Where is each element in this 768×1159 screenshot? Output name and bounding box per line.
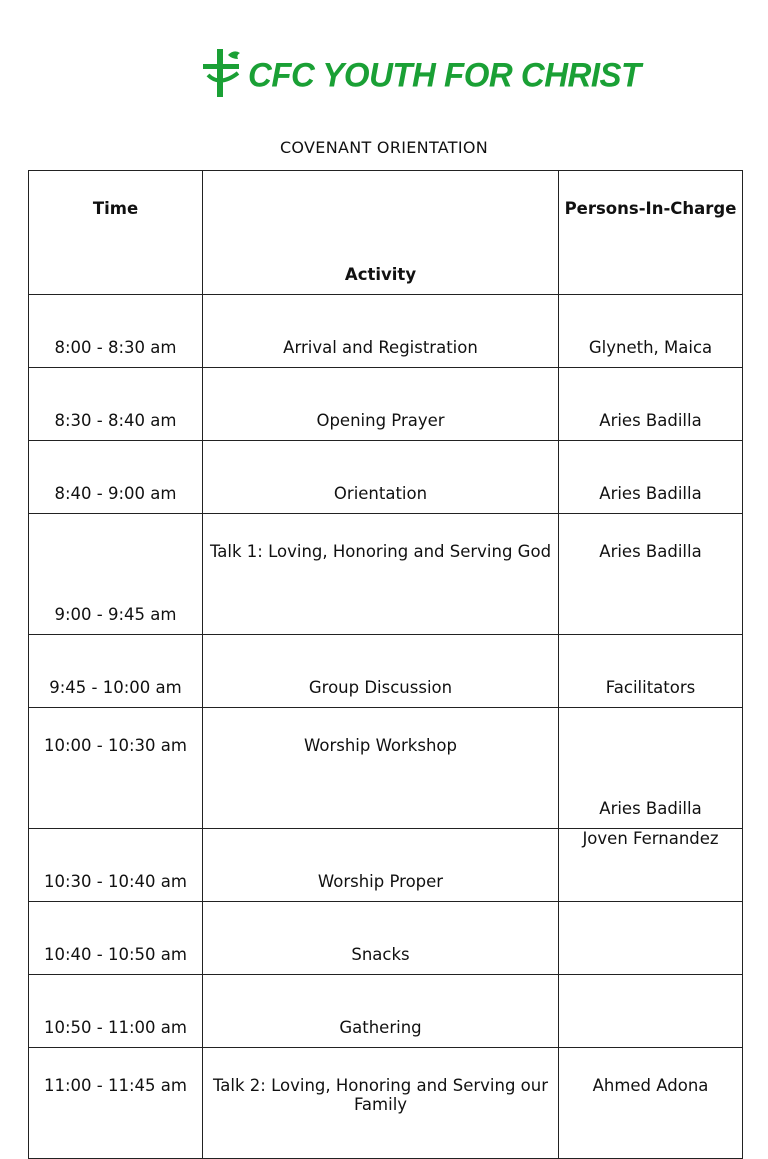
time-cell: 10:50 - 11:00 am	[29, 975, 203, 1048]
activity-cell: Arrival and Registration	[203, 295, 559, 368]
person-cell: Aries Badilla	[559, 514, 743, 635]
time-cell: 11:00 - 11:45 am	[29, 1048, 203, 1159]
activity-cell: Gathering	[203, 975, 559, 1048]
page-title: COVENANT ORIENTATION	[279, 138, 489, 157]
time-cell: 9:45 - 10:00 am	[29, 635, 203, 708]
cross-dove-icon	[200, 47, 246, 99]
activity-cell: Worship Proper	[203, 829, 559, 902]
header-logo	[196, 44, 641, 108]
person-cell	[559, 902, 743, 975]
time-cell: 10:40 - 10:50 am	[29, 902, 203, 975]
person-cell: Glyneth, Maica	[559, 295, 743, 368]
time-cell: 8:30 - 8:40 am	[29, 368, 203, 441]
schedule-table	[28, 170, 743, 1159]
time-cell: 8:40 - 9:00 am	[29, 441, 203, 514]
table-row	[29, 1048, 743, 1159]
table-header-row	[29, 171, 743, 295]
activity-cell: Talk 1: Loving, Honoring and Serving God	[203, 514, 559, 635]
table-row	[29, 295, 743, 368]
table-row	[29, 829, 743, 902]
activity-cell: Group Discussion	[203, 635, 559, 708]
person-cell: Joven Fernandez	[559, 829, 743, 902]
activity-cell: Worship Workshop	[203, 708, 559, 829]
time-cell: 9:00 - 9:45 am	[29, 514, 203, 635]
table-row	[29, 708, 743, 829]
person-cell	[559, 975, 743, 1048]
activity-cell: Snacks	[203, 902, 559, 975]
table-row	[29, 902, 743, 975]
time-cell: 10:30 - 10:40 am	[29, 829, 203, 902]
table-row	[29, 441, 743, 514]
activity-cell: Opening Prayer	[203, 368, 559, 441]
table-row	[29, 635, 743, 708]
person-cell: Aries Badilla	[559, 441, 743, 514]
person-cell: Aries Badilla	[559, 708, 743, 829]
time-cell: 8:00 - 8:30 am	[29, 295, 203, 368]
table-row	[29, 514, 743, 635]
person-cell: Ahmed Adona	[559, 1048, 743, 1159]
activity-cell: Talk 2: Loving, Honoring and Serving our Family	[203, 1048, 559, 1159]
table-row	[29, 975, 743, 1048]
logo-text: CFC YOUTH FOR CHRIST	[248, 55, 641, 94]
column-header-persons: Persons-In-Charge	[559, 171, 743, 295]
activity-cell: Orientation	[203, 441, 559, 514]
time-cell: 10:00 - 10:30 am	[29, 708, 203, 829]
person-cell: Aries Badilla	[559, 368, 743, 441]
person-cell: Facilitators	[559, 635, 743, 708]
column-header-activity: Activity	[203, 171, 559, 295]
table-row	[29, 368, 743, 441]
column-header-time: Time	[29, 171, 203, 295]
